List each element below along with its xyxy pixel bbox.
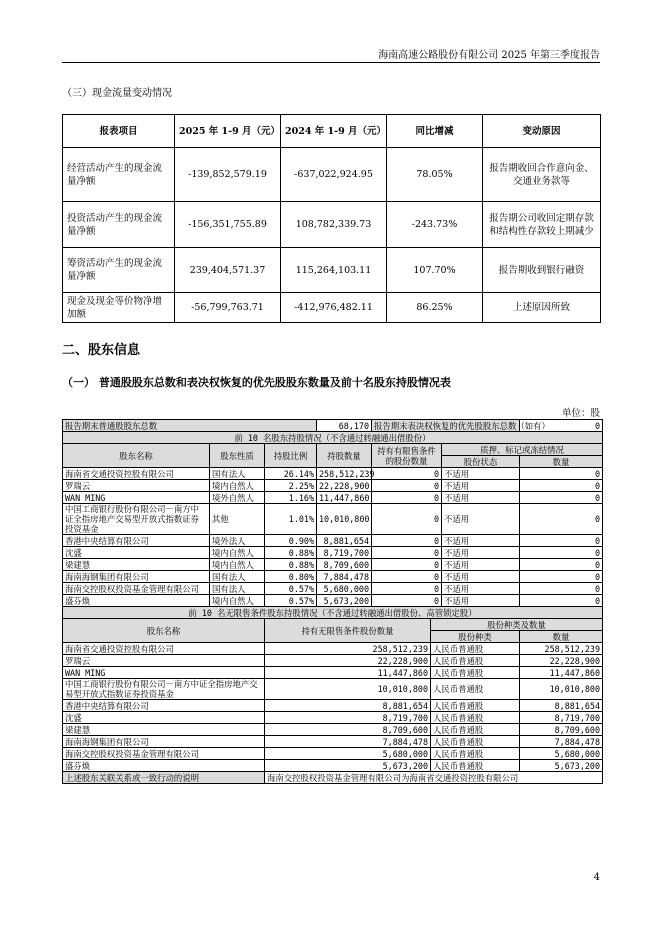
top10-title-row	[63, 432, 603, 444]
table-row	[63, 148, 601, 202]
col-qty: 持股数量	[317, 444, 372, 468]
table-row	[63, 504, 603, 535]
cell-name: 梁建慧	[63, 724, 265, 736]
cell-name: 罗瑞云	[63, 480, 210, 492]
cell-name: WAN MING	[63, 492, 210, 504]
cell-qty: 11,447,860	[265, 667, 431, 679]
cell-restricted: 0	[372, 571, 442, 583]
cell-ratio: 2.25%	[265, 480, 317, 492]
cell-2024: -412,976,482.11	[281, 293, 387, 323]
col-kind-type: 股份种类	[431, 631, 520, 643]
cell-qty: 8,709,600	[265, 724, 431, 736]
cell-reason: 报告期收到银行融资	[483, 248, 601, 293]
table-row	[63, 248, 601, 293]
cell-qty: 8,881,654	[265, 700, 431, 712]
cell-num: 7,884,478	[520, 736, 603, 748]
cell-name: 盛芬焕	[63, 760, 265, 772]
cell-reason: 报告期公司收回定期存款和结构性存款较上期减少	[483, 202, 601, 248]
table-row	[63, 595, 603, 607]
cell-num: 5,680,000	[520, 748, 603, 760]
cell-qty: 258,512,239	[265, 643, 431, 655]
header-divider	[62, 62, 600, 63]
cell-nature: 国有法人	[210, 571, 265, 583]
cell-qty: 5,680,000	[317, 583, 372, 595]
cell-status: 不适用	[442, 595, 520, 607]
relation-value: 海南交控股权投资基金管理有限公司为海南省交通投资控股有限公司	[265, 772, 603, 784]
cell-ratio: 0.80%	[265, 571, 317, 583]
cell-item: 现金及现金等价物净增加额	[63, 293, 175, 323]
cell-qty: 11,447,860	[317, 492, 372, 504]
cell-status: 不适用	[442, 559, 520, 571]
cell-qty: 10,010,800	[317, 504, 372, 535]
table-row	[63, 760, 603, 772]
table-row	[63, 571, 603, 583]
cell-status: 不适用	[442, 492, 520, 504]
col-status: 股份状态	[442, 456, 520, 468]
cell-type: 人民币普通股	[431, 736, 520, 748]
cell-ratio: 0.88%	[265, 547, 317, 559]
col-ratio: 持股比例	[265, 444, 317, 468]
table-row	[63, 736, 603, 748]
unrestricted-header-row	[63, 619, 603, 631]
cell-2024: 115,264,103.11	[281, 248, 387, 293]
pref-holders-label: 报告期末表决权恢复的优先股股东总数（如有）	[372, 420, 520, 432]
cell-change: 86.25%	[387, 293, 483, 323]
cell-num: 0	[520, 547, 603, 559]
cell-qty: 7,884,478	[265, 736, 431, 748]
cell-restricted: 0	[372, 492, 442, 504]
cell-num: 10,010,800	[520, 679, 603, 700]
cashflow-header-row	[63, 115, 601, 148]
cell-restricted: 0	[372, 583, 442, 595]
cell-restricted: 0	[372, 504, 442, 535]
cell-name: 海南交控股权投资基金管理有限公司	[63, 748, 265, 760]
col-nature: 股东性质	[210, 444, 265, 468]
cell-qty: 258,512,239	[317, 468, 372, 480]
cell-status: 不适用	[442, 468, 520, 480]
cell-num: 0	[520, 535, 603, 547]
cell-ratio: 1.01%	[265, 504, 317, 535]
cell-change: -243.73%	[387, 202, 483, 248]
cell-name: 香港中央结算有限公司	[63, 535, 210, 547]
cell-name: 中国工商银行股份有限公司－南方中证全指房地产交易型开放式指数证券投资基金	[63, 504, 210, 535]
section-title-shareholders: 二、股东信息	[62, 343, 141, 358]
totals-row	[63, 420, 603, 432]
cell-nature: 其他	[210, 504, 265, 535]
table-row	[63, 748, 603, 760]
cell-ratio: 0.57%	[265, 583, 317, 595]
cell-name: 沈盛	[63, 547, 210, 559]
cell-restricted: 0	[372, 559, 442, 571]
table-row	[63, 655, 603, 667]
cell-ratio: 0.90%	[265, 535, 317, 547]
cell-num: 258,512,239	[520, 643, 603, 655]
cell-qty: 22,228,900	[265, 655, 431, 667]
shareholder-table	[62, 419, 603, 784]
cell-restricted: 0	[372, 535, 442, 547]
cell-name: 海南省交通投资控股有限公司	[63, 643, 265, 655]
relation-row	[63, 772, 603, 784]
cell-status: 不适用	[442, 571, 520, 583]
cell-2025: -156,351,755.89	[175, 202, 281, 248]
cell-num: 0	[520, 571, 603, 583]
col-2024: 2024 年 1-9 月（元）	[281, 115, 387, 148]
cell-num: 8,881,654	[520, 700, 603, 712]
col-item: 报表项目	[63, 115, 175, 148]
cell-name: WAN MING	[63, 667, 265, 679]
table-row	[63, 547, 603, 559]
col-2025: 2025 年 1-9 月（元）	[175, 115, 281, 148]
cell-status: 不适用	[442, 480, 520, 492]
cell-nature: 境内自然人	[210, 559, 265, 571]
cell-qty: 8,881,654	[317, 535, 372, 547]
cell-change: 78.05%	[387, 148, 483, 202]
cell-num: 0	[520, 492, 603, 504]
page-number: 4	[593, 872, 600, 883]
cell-num: 8,719,700	[520, 712, 603, 724]
cell-status: 不适用	[442, 583, 520, 595]
cell-nature: 国有法人	[210, 468, 265, 480]
cell-nature: 国有法人	[210, 583, 265, 595]
col-restricted: 持有有限售条件的股份数量	[372, 444, 442, 468]
total-holders-label: 报告期末普通股股东总数	[63, 420, 317, 432]
cell-num: 0	[520, 583, 603, 595]
cell-qty: 8,719,700	[317, 547, 372, 559]
cell-restricted: 0	[372, 595, 442, 607]
cell-2025: -139,852,579.19	[175, 148, 281, 202]
cell-type: 人民币普通股	[431, 700, 520, 712]
cell-type: 人民币普通股	[431, 679, 520, 700]
cell-num: 0	[520, 595, 603, 607]
cell-2024: 108,782,339.73	[281, 202, 387, 248]
cell-status: 不适用	[442, 504, 520, 535]
cell-nature: 境外法人	[210, 535, 265, 547]
relation-label: 上述股东关联关系或一致行动的说明	[63, 772, 265, 784]
cell-qty: 8,709,600	[317, 559, 372, 571]
table-row	[63, 293, 601, 323]
cell-nature: 境内自然人	[210, 595, 265, 607]
table-row	[63, 712, 603, 724]
cell-name: 海南交控股权投资基金管理有限公司	[63, 583, 210, 595]
cell-nature: 境内自然人	[210, 547, 265, 559]
cell-ratio: 26.14%	[265, 468, 317, 480]
cell-item: 筹资活动产生的现金流量净额	[63, 248, 175, 293]
cell-qty: 8,719,700	[265, 712, 431, 724]
col-kind: 股份种类及数量	[431, 619, 603, 631]
cell-num: 0	[520, 468, 603, 480]
col-kind-num: 数量	[520, 631, 603, 643]
table-row	[63, 700, 603, 712]
cell-2025: -56,799,763.71	[175, 293, 281, 323]
cell-nature: 境内自然人	[210, 480, 265, 492]
cell-2025: 239,404,571.37	[175, 248, 281, 293]
cell-qty: 5,673,200	[317, 595, 372, 607]
report-header: 海南高速公路股份有限公司 2025 年第三季度报告	[378, 50, 600, 61]
cell-ratio: 0.88%	[265, 559, 317, 571]
col-unres-qty: 持有无限售条件股份数量	[265, 619, 431, 643]
subsection-title: （一） 普通股股东总数和表决权恢复的优先股股东数量及前十名股东持股情况表	[62, 376, 451, 389]
cell-type: 人民币普通股	[431, 748, 520, 760]
cell-status: 不适用	[442, 535, 520, 547]
table-row	[63, 667, 603, 679]
col-num: 数量	[520, 456, 603, 468]
table-row	[63, 559, 603, 571]
cell-name: 香港中央结算有限公司	[63, 700, 265, 712]
cell-name: 海南海钢集团有限公司	[63, 571, 210, 583]
cell-name: 海南海钢集团有限公司	[63, 736, 265, 748]
cell-item: 经营活动产生的现金流量净额	[63, 148, 175, 202]
cell-restricted: 0	[372, 480, 442, 492]
cell-name: 盛芬焕	[63, 595, 210, 607]
col-unres-name: 股东名称	[63, 619, 265, 643]
cell-2024: -637,022,924.95	[281, 148, 387, 202]
cell-num: 22,228,900	[520, 655, 603, 667]
total-holders-value: 68,170	[317, 420, 372, 432]
col-reason: 变动原因	[483, 115, 601, 148]
cell-name: 中国工商银行股份有限公司－南方中证全指房地产交易型开放式指数证券投资基金	[63, 679, 265, 700]
col-change: 同比增减	[387, 115, 483, 148]
col-name: 股东名称	[63, 444, 210, 468]
table-row	[63, 492, 603, 504]
cell-num: 8,709,600	[520, 724, 603, 736]
unit-label: 单位：股	[561, 408, 600, 419]
cell-reason: 上述原因所致	[483, 293, 601, 323]
top10-header-row	[63, 444, 603, 456]
cell-restricted: 0	[372, 547, 442, 559]
cell-change: 107.70%	[387, 248, 483, 293]
cell-num: 0	[520, 504, 603, 535]
table-row	[63, 480, 603, 492]
cell-name: 罗瑞云	[63, 655, 265, 667]
unrestricted-title-row	[63, 607, 603, 619]
cell-name: 梁建慧	[63, 559, 210, 571]
cell-type: 人民币普通股	[431, 655, 520, 667]
cell-type: 人民币普通股	[431, 712, 520, 724]
table-row	[63, 643, 603, 655]
cell-type: 人民币普通股	[431, 643, 520, 655]
cell-reason: 报告期收回合作意向金、交通业务款等	[483, 148, 601, 202]
cell-item: 投资活动产生的现金流量净额	[63, 202, 175, 248]
cell-ratio: 1.16%	[265, 492, 317, 504]
table-row	[63, 724, 603, 736]
cashflow-table	[62, 114, 601, 323]
cell-qty: 5,680,000	[265, 748, 431, 760]
col-pledge: 质押、标记或冻结情况	[442, 444, 603, 456]
cell-nature: 境外自然人	[210, 492, 265, 504]
cell-qty: 22,228,900	[317, 480, 372, 492]
table-row	[63, 583, 603, 595]
table-row	[63, 535, 603, 547]
cell-num: 0	[520, 559, 603, 571]
cell-qty: 10,010,800	[265, 679, 431, 700]
table-row	[63, 468, 603, 480]
cell-restricted: 0	[372, 468, 442, 480]
cell-type: 人民币普通股	[431, 667, 520, 679]
cell-qty: 5,673,200	[265, 760, 431, 772]
pref-holders-value: 0	[520, 420, 603, 432]
unrestricted-title: 前 10 名无限售条件股东持股情况（不含通过转融通出借股份、高管锁定股）	[63, 607, 603, 619]
cell-name: 海南省交通投资控股有限公司	[63, 468, 210, 480]
cell-num: 5,673,200	[520, 760, 603, 772]
cell-num: 11,447,860	[520, 667, 603, 679]
cashflow-section-title: （三）现金流量变动情况	[62, 88, 172, 99]
top10-title: 前 10 名股东持股情况（不含通过转融通出借股份）	[63, 432, 603, 444]
cell-num: 0	[520, 480, 603, 492]
cell-type: 人民币普通股	[431, 724, 520, 736]
table-row	[63, 202, 601, 248]
cell-name: 沈盛	[63, 712, 265, 724]
cell-qty: 7,884,478	[317, 571, 372, 583]
cell-type: 人民币普通股	[431, 760, 520, 772]
table-row	[63, 679, 603, 700]
cell-ratio: 0.57%	[265, 595, 317, 607]
cell-status: 不适用	[442, 547, 520, 559]
